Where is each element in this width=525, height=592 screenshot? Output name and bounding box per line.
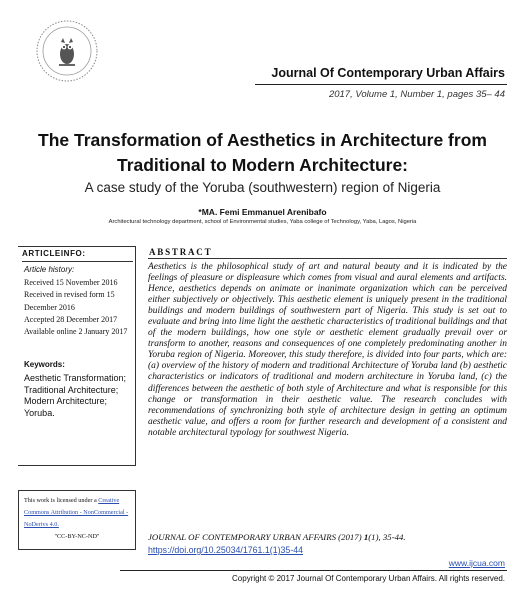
history-item: Received in revised form 15 December 2016 (24, 290, 115, 312)
license-link[interactable]: Creative Commons Attribution - NonCommercial - NoDerivs 4.0. (24, 497, 129, 528)
license-code: "CC-BY-NC-ND" (54, 533, 100, 540)
title-line-2: Traditional to Modern Architecture: (116, 155, 409, 175)
keyword-item: Modern Architecture; (24, 396, 108, 406)
history-item: Received 15 November 2016 (24, 278, 118, 287)
article-history-list (24, 277, 132, 338)
keyword-item: Aesthetic Transformation; (24, 373, 127, 383)
footer-divider (120, 570, 507, 571)
copyright-text: Copyright © 2017 Journal Of Contemporary Urban Affairs. All rights reserved. (232, 574, 505, 583)
reference-prefix: JOURNAL OF CONTEMPORARY URBAN AFFAIRS (2017) (148, 532, 364, 542)
article-subtitle: A case study of the Yoruba (southwestern) region of Nigeria (84, 180, 441, 195)
journal-logo-seal (30, 14, 104, 88)
keyword-item: Traditional Architecture; (24, 384, 119, 395)
abstract-body: Aesthetics is the philosophical study of art and natural beauty and it is indicated by the feelings of pleasure or displeasure which comes from visual and aural elements and artifacts. Hence, aesthetics depends on animate or inanimate organization which can be perceived either subjectively or objectively. This aesthetic element is uniquely present in the traditional buildings and modern buildings of southwestern part of Nigeria. This study is set out to evaluate and bring into lime light the aesthetic characteristics of traditional buildings and that of the modern buildings, how one style or aesthetic element gradually prevail over or transform to another, reasons and consequences of one completely predominating another in Yoruba region of Nigeria. Moreover, this study therefore, is divided into four parts, which are: (a) overview of the history of modern and traditional Architecture of Yoruba land (b) aesthetic characteristics or indicators of traditional and modern architecture in Yoruba land, (c) the differences between the aesthetic of both style of Architecture and what is responsible for this change or transformation in their aesthetic value. The research concludes with recommendations of synchronizing both style of architecture design in getting an optimum aesthetic value, and offers a room for further research and development of a consistent and notable architectural typology for southwest Nigeria. (148, 262, 507, 438)
reference-suffix: (1), 35-44. (368, 532, 406, 542)
abstract-divider (148, 258, 507, 259)
reference-volume: 1 (363, 532, 369, 542)
citation-line: 2017, Volume 1, Number 1, pages 35– 44 (328, 89, 505, 100)
history-item: Available online 2 January 2017 (24, 327, 128, 337)
journal-name: Journal Of Contemporary Urban Affairs (271, 66, 505, 80)
keyword-item: Yoruba. (24, 407, 55, 418)
article-title (0, 128, 525, 178)
keywords-list (24, 373, 132, 419)
header-divider (255, 84, 507, 85)
doi-link[interactable]: https://doi.org/10.25034/1761.1(1)35-44 (148, 545, 304, 555)
keywords-label: Keywords: (24, 360, 65, 369)
article-history-label: Article history: (24, 265, 75, 274)
article-info-divider (22, 261, 133, 262)
title-line-1: The Transformation of Aesthetics in Architecture from (38, 130, 487, 150)
article-info-heading: ARTICLEINFO: (22, 249, 86, 258)
website-link[interactable]: www.ijcua.com (448, 558, 505, 568)
license-prefix: This work is licensed under a (24, 497, 99, 504)
license-text (24, 495, 130, 543)
abstract-heading: ABSTRACT (149, 247, 213, 257)
journal-reference (148, 532, 507, 542)
author-affiliation: Architectural technology department, school of Environmental studies, Yaba college of Technology, Yaba, Lagos, Nigeria (108, 219, 417, 225)
author-name: *MA. Femi Emmanuel Arenibafo (198, 207, 327, 217)
history-item: Accepted 28 December 2017 (24, 314, 118, 324)
